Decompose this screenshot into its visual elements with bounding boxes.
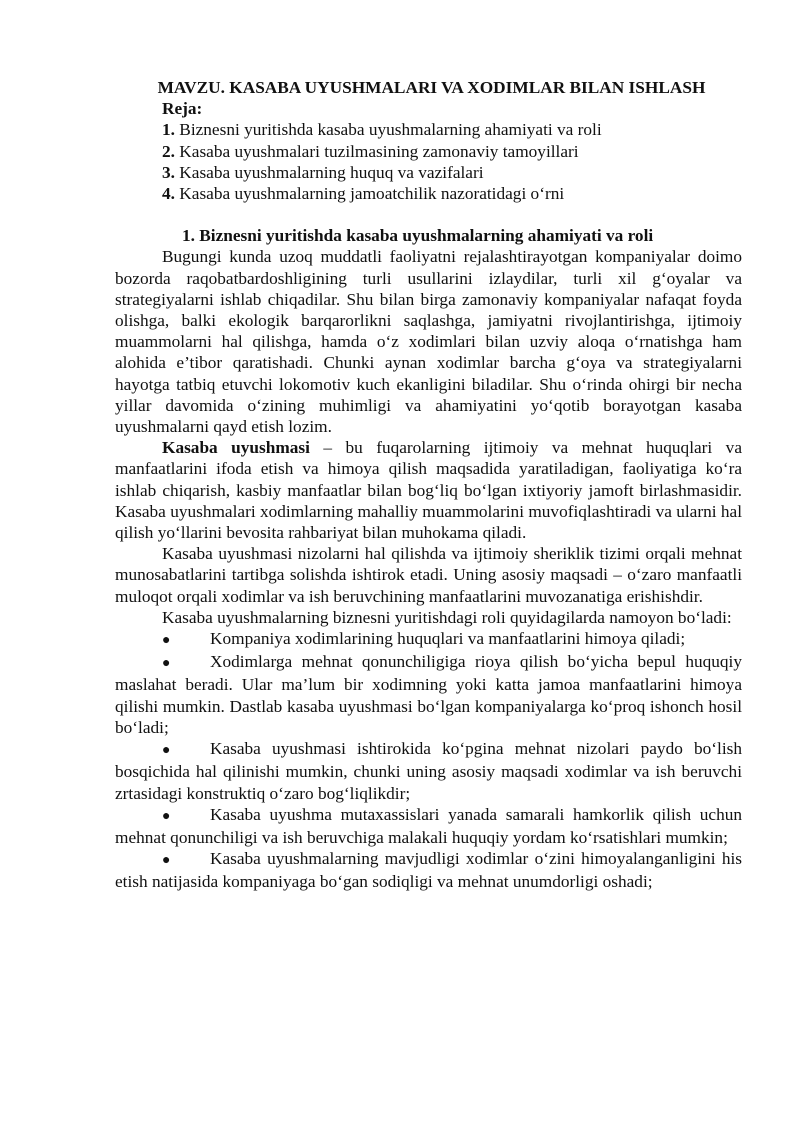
plan-block [115, 98, 742, 204]
bullet-icon: ● [162, 633, 171, 649]
bullet-item-1 [115, 628, 742, 651]
plan-item-number: 1. [162, 120, 175, 140]
section-1-title: 1. Biznesni yuritishda kasaba uyushmalarning ahamiyati va roli [182, 226, 654, 246]
paragraph-2 [115, 437, 742, 543]
paragraph-1: Bugungi kunda uzoq muddatli faoliyatni rejalashtirayotgan kompaniyalar doimo bozorda raqobatbardoshligining turli usullarini izlaydilar, turli xil g‘oyalar va strategiyalarni ishlab chiqadilar. Shu bilan birga zamonaviy kompaniyalar nafaqat foyda olishga, balki ekologik barqarorlikni saqlashga, jamiyatni rivojlantirishga, ijtimoiy muammolarni hal qilishga, hamda o‘z xodimlari bilan uzviy aloqa o‘rnatishga ham alohida e’tibor qaratishadi. Chunki aynan xodimlar barcha g‘oya va strategiyalarni hayotga tatbiq etuvchi lokomotiv kuch ekanligini biladilar. Shu o‘rinda ohirgi bir necha yillar davomida o‘zining muhimligi va ahamiyatini yo‘qotib borayotgan kasaba uyushmalarni qayd etish lozim. [115, 247, 742, 437]
plan-item-number: 2. [162, 141, 175, 161]
plan-item-text: Kasaba uyushmalarning jamoatchilik nazoratidagi o‘rni [174, 184, 565, 204]
bullet-text: Xodimlarga mehnat qonunchiligiga rioya qilish bo‘yicha bepul huquqiy maslahat beradi. Ular ma’lum bir xodimning yoki katta jamoa manfaatlarini himoya qilishi mumkin. Dastlab kasaba uyushmasi bo‘lgan kompaniyalarga ko‘proq ishonch hosil bo‘ladi; [115, 652, 742, 737]
plan-item-3 [162, 162, 742, 183]
paragraph-2-text: – bu fuqarolarning ijtimoiy va mehnat huquqlari va manfaatlarini ifoda etish va himoya qilish maqsadida yaratiladigan, faoliyatiga ko‘ra ishlab chiqarish, kasbiy manfaatlar bilan bog‘liq bo‘lgan ixtiyoriy jamoft birlashmasidir. Kasaba uyushmalari xodimlarning mahalliy muammolarini muvofiqlashtiradi va ularni hal qilish yo‘llarini bevosita rahbariyat bilan muhokama qiladi. [115, 438, 742, 543]
bullet-item-5 [115, 848, 742, 892]
bullet-icon: ● [162, 808, 171, 824]
plan-item-number: 3. [162, 162, 175, 182]
bullet-text: Kompaniya xodimlarining huquqlari va manfaatlarini himoya qiladi; [210, 629, 686, 649]
bullet-item-2 [115, 651, 742, 738]
bullet-text: Kasaba uyushma mutaxassislari yanada samarali hamkorlik qilish uchun mehnat qonunchiligi va ish beruvchiga malakali huquqiy yordam ko‘rsatishlari mumkin; [115, 804, 742, 847]
plan-item-number: 4. [162, 184, 175, 204]
plan-item-text: Kasaba uyushmalarning huquq va vazifalari [174, 162, 484, 182]
bullet-item-3 [115, 738, 742, 804]
bullet-text: Kasaba uyushmalarning mavjudligi xodimlar o‘zini himoyalanganligini his etish natijasida kompaniyaga bo‘gan sodiqligi va mehnat unumdorligi oshadi; [115, 849, 742, 892]
bullet-item-4 [115, 804, 742, 848]
plan-item-text: Biznesni yuritishda kasaba uyushmalarning ahamiyati va roli [174, 120, 602, 140]
paragraph-3: Kasaba uyushmasi nizolarni hal qilishda va ijtimoiy sheriklik tizimi orqali mehnat munosabatlarini tartibga solishda ishtirok etadi. Uning asosiy maqsadi – o‘zaro manfaatli muloqot orqali xodimlar va ish beruvchining manfaatlarini muvozanatiga erishishdir. [115, 544, 742, 606]
plan-item-text: Kasaba uyushmalari tuzilmasining zamonaviy tamoyillari [174, 141, 579, 161]
plan-item-2 [162, 141, 742, 162]
paragraph-4: Kasaba uyushmalarning biznesni yuritishdagi roli quyidagilarda namoyon bo‘ladi: [162, 607, 732, 627]
term-kasaba-uyushmasi: Kasaba uyushmasi [162, 438, 310, 458]
plan-item-4 [162, 183, 742, 204]
bullet-icon: ● [162, 743, 171, 759]
bullet-icon: ● [162, 656, 171, 672]
document-title: MAVZU. KASABA UYUSHMALARI VA XODIMLAR BILAN ISHLASH [157, 78, 706, 97]
bullet-text: Kasaba uyushmasi ishtirokida ko‘pgina mehnat nizolari paydo bo‘lish bosqichida hal qilinishi mumkin, chunki uning asosiy maqsadi xodimlar va ish beruvchi zrtasidagi konstruktiq o‘zaro bog‘liqlikdir; [115, 739, 742, 803]
plan-heading: Reja: [162, 99, 203, 119]
bullet-icon: ● [162, 853, 171, 869]
document-page [115, 77, 742, 893]
plan-item-1 [162, 119, 742, 140]
